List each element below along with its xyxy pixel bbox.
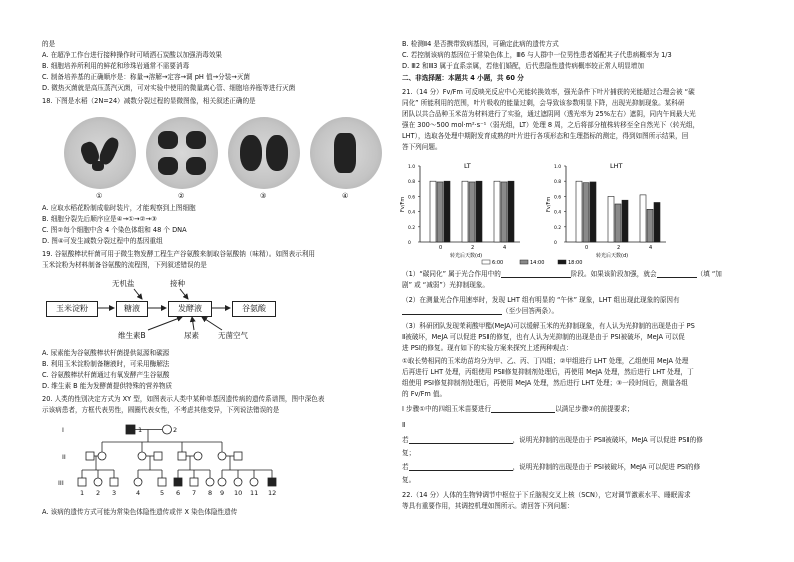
pedigree-number: 1 bbox=[138, 426, 143, 434]
x-axis-label: 转光后天数(d) bbox=[450, 253, 483, 259]
q19-title: 19. 谷氨酸棒状杆菌可用于微生物发酵工程生产谷氨酸来制取谷氨酸钠（味精）。如图表示利用 bbox=[42, 250, 316, 258]
micrograph-label: ④ bbox=[342, 192, 349, 200]
q20-title: 示该病患者，方框代表男性，圆圈代表女性，不考虑其他变异，下列说法错误的是 bbox=[42, 406, 280, 414]
generation-label: III bbox=[58, 479, 64, 487]
pedigree-number: 7 bbox=[192, 489, 197, 497]
part-text: 阶段。如果该阶段加强，就会 bbox=[570, 270, 657, 278]
legend-swatch bbox=[558, 260, 566, 264]
y-tick-label: 0.8 bbox=[554, 180, 562, 186]
q21-text: 复； bbox=[402, 449, 416, 457]
flow-label-air: 无菌空气 bbox=[218, 331, 248, 340]
q21-part1 bbox=[402, 270, 722, 278]
pedigree-number: 8 bbox=[208, 489, 213, 497]
bar bbox=[590, 182, 596, 242]
pedigree-number: 12 bbox=[268, 489, 277, 497]
bar bbox=[654, 202, 660, 242]
y-axis-label: Fv/Fm bbox=[400, 196, 406, 212]
x-tick-label: 2 bbox=[617, 245, 621, 251]
q21-text bbox=[402, 436, 703, 444]
part-text: （1）“碳同化” 属于光合作用中的 bbox=[402, 270, 501, 278]
generation-label: I bbox=[62, 426, 64, 434]
option-d: D. 图④可发生减数分裂过程中的基因重组 bbox=[42, 237, 163, 245]
q21-text bbox=[402, 307, 558, 315]
option-a: A. 该病的遗传方式可能为常染色体隐性遗传或伴 X 染色体隐性遗传 bbox=[42, 508, 238, 516]
part-text: ，说明光抑制的出现是由于 PSⅠ被破坏，MeJA 可以促进 PSⅠ的修 bbox=[512, 463, 701, 471]
pedigree-number: 5 bbox=[160, 489, 165, 497]
q21-text bbox=[402, 463, 700, 471]
y-tick-label: 0.4 bbox=[554, 210, 562, 216]
y-tick-label: 0 bbox=[408, 241, 411, 246]
part-text: 以满足步骤②的前提要求； bbox=[555, 405, 634, 413]
x-tick-label: 0 bbox=[585, 245, 589, 251]
bar bbox=[494, 181, 500, 242]
option-b: B. 细胞分裂先后顺序应是④→①→②→③ bbox=[42, 215, 157, 223]
x-tick-label: 0 bbox=[439, 245, 443, 251]
pedigree-number: 10 bbox=[234, 489, 243, 497]
generation-label: II bbox=[62, 453, 66, 461]
option-a: A. 尿素能为谷氨酸棒状杆菌提供氮源和碳源 bbox=[42, 349, 170, 357]
q21-intro: 强在 300～500 mol·m²·s⁻¹（弱光组，LT）处理 8 周，之后将部分植株转移至全自然光下（转光组， bbox=[402, 121, 700, 129]
text-line: 的是 bbox=[42, 40, 56, 48]
bar bbox=[430, 181, 436, 242]
option-c: C. 谷氨酸棒状杆菌通过有氧发酵产生谷氨酸 bbox=[42, 371, 170, 379]
option-c: C. 图②每个细胞中含 4 个染色体组和 48 个 DNA bbox=[42, 226, 187, 234]
y-tick-label: 0.6 bbox=[408, 195, 416, 201]
pedigree-number: 2 bbox=[173, 426, 178, 434]
legend-label: 6:00 bbox=[492, 260, 504, 266]
y-tick-label: 0 bbox=[554, 241, 557, 246]
q21-intro: 同化” 所能利用的范围，叶片吸收的能量过剩，会导致该参数明显下降，出现光抑制现象。某科研 bbox=[402, 99, 685, 107]
bar bbox=[462, 181, 468, 242]
x-axis-label: 转光后天数(d) bbox=[596, 253, 629, 259]
section-heading: 二、非选择题：本题共 4 小题，共 60 分 bbox=[402, 74, 524, 82]
bar bbox=[444, 181, 450, 242]
flow-label-urea: 尿素 bbox=[184, 331, 199, 340]
q21-text: 剧” 或 “减弱”）光抑制现象。 bbox=[402, 281, 489, 289]
q21-intro: 答下列问题。 bbox=[402, 143, 442, 151]
part-text: （至少回答两条）。 bbox=[502, 307, 559, 315]
option-b: B. 检测Ⅱ4 是否携带致病基因，可确定此病的遗传方式 bbox=[402, 40, 559, 48]
flow-label-inoculate: 接种 bbox=[170, 279, 185, 288]
q18-title: 18. 下图是水稻（2N=24）减数分裂过程的显微图像，相关叙述正确的是 bbox=[42, 97, 256, 105]
bar bbox=[583, 183, 589, 242]
part-text: ，说明光抑制的出现是由于 PSⅡ被破坏，MeJA 可以促进 PSⅡ的修 bbox=[512, 436, 703, 444]
q20-title: 20. 人类的性别决定方式为 XY 型，如图表示人类中某种单基因遗传病的遗传系谱图，图中深色表 bbox=[42, 395, 325, 403]
y-tick-label: 0.2 bbox=[408, 225, 416, 231]
option-d: D. 维生素 B 能为发酵菌提供特殊的营养物质 bbox=[42, 382, 173, 390]
answer-blank bbox=[491, 406, 555, 413]
part-text: 若 bbox=[402, 436, 409, 444]
y-tick-label: 0.2 bbox=[554, 225, 562, 231]
pedigree-chart bbox=[42, 418, 394, 504]
micrograph-2 bbox=[146, 117, 218, 189]
part-text: Ⅰ 步骤①中的四组玉米苗要进行 bbox=[402, 405, 492, 413]
bar bbox=[576, 181, 582, 242]
flow-box-sugar: 糖液 bbox=[116, 301, 148, 317]
bar bbox=[647, 209, 653, 242]
pedigree-number: 6 bbox=[176, 489, 181, 497]
flow-box-starch: 玉米淀粉 bbox=[46, 301, 98, 317]
part-text: （填 “加 bbox=[696, 270, 722, 278]
flow-box-glutamate: 谷氨酸 bbox=[232, 301, 276, 317]
q21-text: Ⅱ被破坏，MeJA 可以促进 PSⅡ的修复，也有人认为光抑制的出现是由于 PSⅠ被破坏，MeJA 可以促 bbox=[402, 333, 685, 341]
option-a: A. 在超净工作台进行接种操作时可喷洒石炭酸以加强消毒效果 bbox=[42, 51, 223, 59]
bar bbox=[615, 204, 621, 242]
chart-title: LHT bbox=[610, 162, 623, 170]
answer-blank bbox=[501, 271, 571, 278]
bar bbox=[501, 182, 507, 242]
q21-part3: （3）科研团队发现茉莉酸甲酯(MeJA)可以缓解玉米的光抑制现象，有人认为光抑制的出现是由于 PS bbox=[402, 322, 695, 330]
y-axis-label: Fv/Fm bbox=[546, 196, 552, 212]
pedigree-number: 1 bbox=[80, 489, 85, 497]
x-tick-label: 4 bbox=[649, 245, 653, 251]
q21-text: 复。 bbox=[402, 476, 416, 484]
answer-blank bbox=[657, 271, 697, 278]
q22-title: 22.（14 分）人体的生物钟调节中枢位于下丘脑视交叉上核（SCN），它对调节激素水平、睡眠需求 bbox=[402, 491, 691, 499]
q22-title: 等具有重要作用，其调控机理如图所示。请回答下列问题： bbox=[402, 502, 574, 510]
x-tick-label: 2 bbox=[471, 245, 475, 251]
chart-title: LT bbox=[464, 162, 471, 170]
micrograph-1 bbox=[64, 117, 136, 189]
option-b: B. 细胞培养所利用的鲜花和珍珠岩通常不需要消毒 bbox=[42, 62, 190, 70]
micrograph-label: ③ bbox=[260, 192, 267, 200]
q19-title: 玉米淀粉为材料制备谷氨酸的流程图，下列叙述错误的是 bbox=[42, 261, 207, 269]
y-tick-label: 0.8 bbox=[408, 180, 416, 186]
pedigree-number: 9 bbox=[220, 489, 225, 497]
q21-intro: 团队以共合品种玉米苗为材料进行了实验，通过遮阴网（透光率为 25%左右）遮阴，同内午间最大光 bbox=[402, 110, 696, 118]
q21-text: 组使用 PSⅠ修复抑制剂处理后，再使用 MeJA 处理，然后进行 LHT 处理；③一段时间后，测量各组 bbox=[402, 379, 689, 387]
flow-label-salt: 无机盐 bbox=[112, 279, 135, 288]
bar bbox=[608, 196, 614, 242]
y-tick-label: 0.6 bbox=[554, 195, 562, 201]
q21-text: 的 Fv/Fm 值。 bbox=[402, 390, 447, 398]
q21-intro: 21.（14 分）Fv/Fm 可反映光反应中心光能转换效率，强光条件下叶片捕获的光能超过合理会被 “碳 bbox=[402, 88, 695, 96]
option-b: B. 利用玉米淀粉制备糖液时，可采用酶解法 bbox=[42, 360, 170, 368]
bar bbox=[476, 181, 482, 242]
micrograph-label: ① bbox=[96, 192, 103, 200]
option-c: C. 制备培养基的正确顺序是：称量→溶解→定容→调 pH 值→分装→灭菌 bbox=[42, 73, 251, 81]
pedigree-number: 4 bbox=[136, 489, 141, 497]
option-d: D. Ⅲ2 和Ⅲ3 属于直系亲属，若他们婚配，后代患隐性遗传病概率较正常人明显增加 bbox=[402, 62, 644, 70]
q21-step bbox=[402, 405, 634, 413]
answer-blank bbox=[409, 437, 513, 444]
answer-blank bbox=[402, 308, 502, 315]
q21-intro: LHT），选取各处理中期附发育成熟的叶片进行各项形态和生理指标的测定，得到如图所示结果，回 bbox=[402, 132, 689, 140]
legend-swatch bbox=[482, 260, 490, 264]
y-tick-label: 0.4 bbox=[408, 210, 416, 216]
pedigree-number: 2 bbox=[96, 489, 101, 497]
micrograph-3 bbox=[228, 117, 300, 189]
q21-text: Ⅱ bbox=[402, 421, 406, 429]
q21-part2: （2）在测量光合作用速率时，发现 LHT 组有明显的 “午休” 现象，LHT 组出现此现象的原因有 bbox=[402, 296, 680, 304]
flow-label-vitamin: 维生素B bbox=[118, 331, 146, 340]
legend-label: 14:00 bbox=[530, 260, 545, 266]
y-tick-label: 1.0 bbox=[408, 165, 416, 170]
q21-text: ①取长势相同的玉米幼苗均分为甲、乙、丙、丁四组；②甲组进行 LHT 处理，乙组使用 MeJA 处理 bbox=[402, 357, 689, 365]
y-tick-label: 1.0 bbox=[554, 165, 562, 170]
micrograph-4 bbox=[310, 117, 382, 189]
pedigree-number: 11 bbox=[250, 489, 259, 497]
q21-text: 后再进行 LHT 处理，丙组使用 PSⅡ修复抑制剂处理后，再使用 MeJA 处理，然后进行 LHT 处理，丁 bbox=[402, 368, 694, 376]
bar bbox=[640, 195, 646, 242]
bar bbox=[622, 200, 628, 242]
bar bbox=[508, 181, 514, 242]
fvfm-charts bbox=[402, 156, 762, 268]
q21-text: 进 PSⅠ的修复。现有如下的实验方案来探究上述两种观点： bbox=[402, 344, 573, 352]
pedigree-number: 3 bbox=[112, 489, 117, 497]
option-a: A. 应取水稻花粉制成临时装片，才能观察到上图细胞 bbox=[42, 204, 196, 212]
answer-blank bbox=[409, 464, 513, 471]
flow-box-ferment: 发酵液 bbox=[168, 301, 212, 317]
legend-swatch bbox=[520, 260, 528, 264]
part-text: 若 bbox=[402, 463, 409, 471]
bar bbox=[437, 182, 443, 242]
legend-label: 18:00 bbox=[568, 260, 583, 266]
option-c: C. 若控制该病的基因位于常染色体上，Ⅲ6 与人群中一位男性患者婚配其子代患病概率为 1/3 bbox=[402, 51, 672, 59]
micrograph-label: ② bbox=[178, 192, 185, 200]
bar bbox=[469, 182, 475, 242]
option-d: D. 微热灭菌就是高压蒸汽灭菌，可对实验中使用的微量离心管、细胞培养瓶等进行灭菌 bbox=[42, 84, 296, 92]
x-tick-label: 4 bbox=[503, 245, 507, 251]
